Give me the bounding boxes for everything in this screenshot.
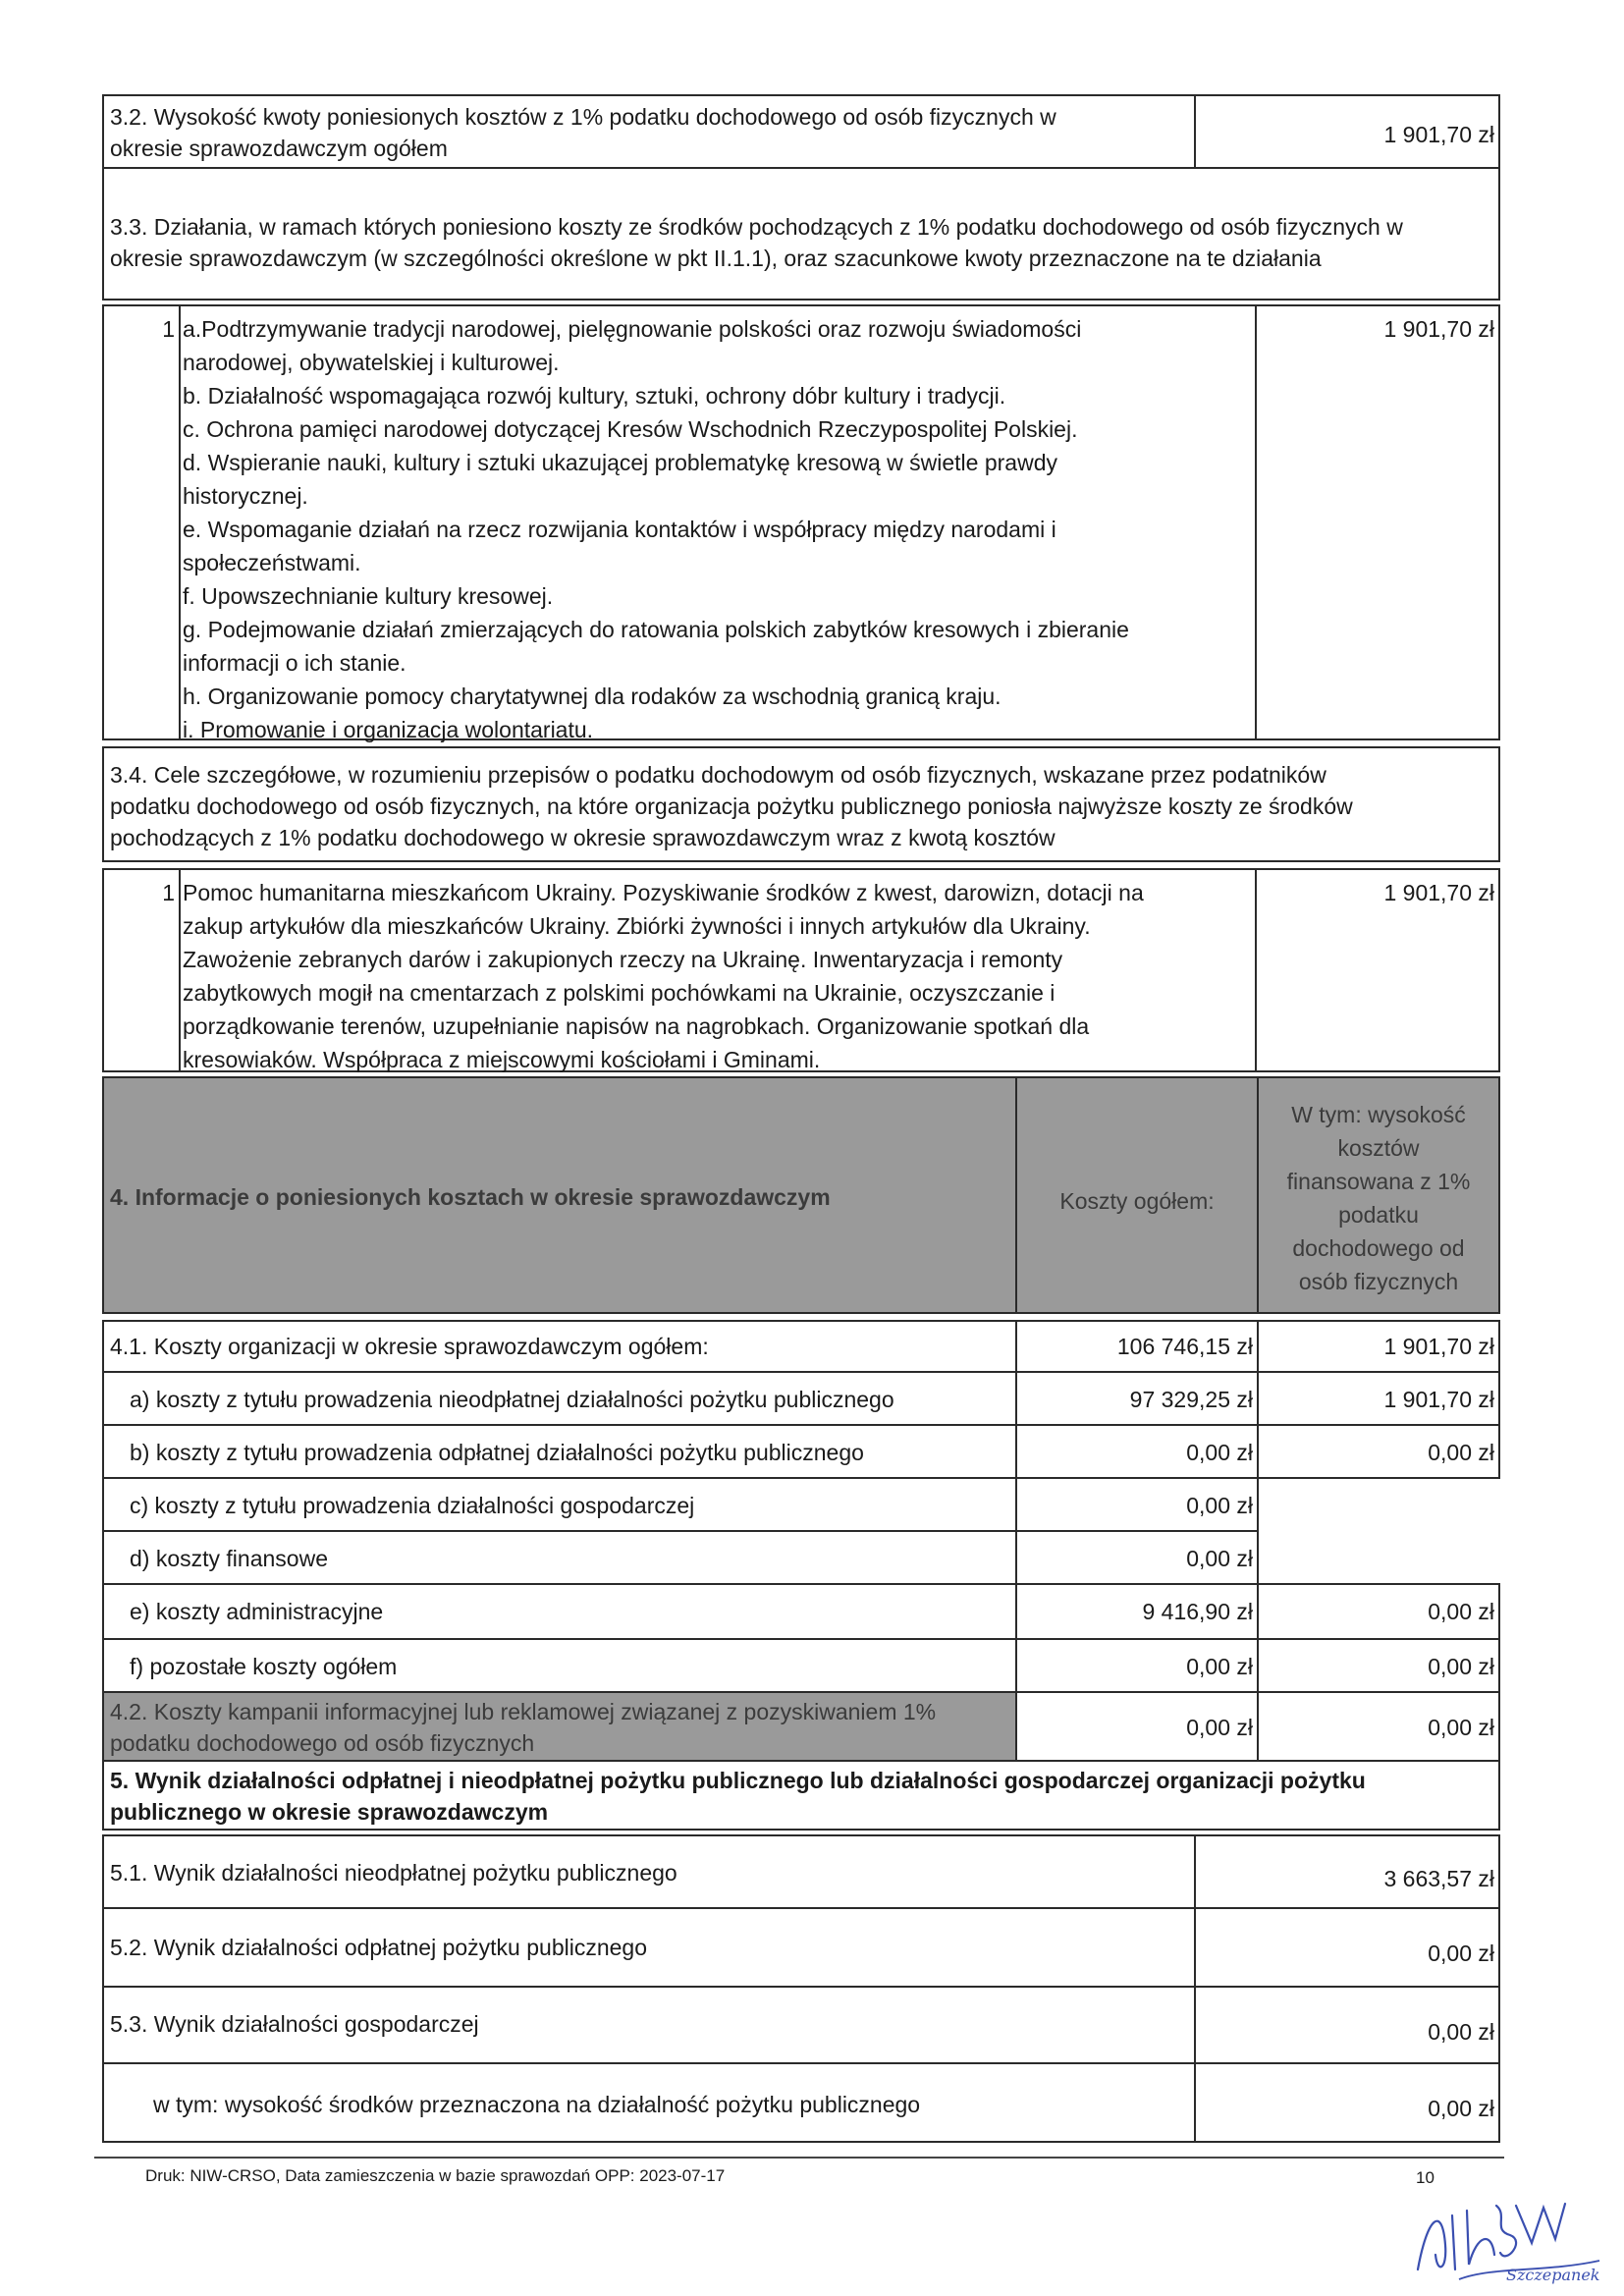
section-4-2-pct: 0,00 zł: [1428, 1715, 1494, 1740]
handwritten-signature: [1398, 2176, 1614, 2294]
cost-row-total: 0,00 zł: [1186, 1493, 1253, 1518]
activity-line: b. Działalność wspomagająca rozwój kultury, sztuki, ochrony dóbr kultury i tradycji.: [183, 383, 1006, 409]
cost-row-total: 9 416,90 zł: [1142, 1599, 1253, 1624]
col-1pct-line: finansowana z 1%: [1286, 1169, 1471, 1194]
col-1pct-line: osób fizycznych: [1298, 1269, 1459, 1294]
section-3-2-label-line2: okresie sprawozdawczym ogółem: [110, 136, 448, 161]
section-4-2-label-line2: podatku dochodowego od osób fizycznych: [110, 1730, 535, 1756]
activity-line: i. Promowanie i organizacja wolontariatu.: [183, 717, 594, 742]
activity-line: d. Wspieranie nauki, kultury i sztuki ukazującej problematykę kresową w świetle prawdy: [183, 450, 1057, 475]
cost-row-label: f) pozostałe koszty ogółem: [130, 1654, 398, 1679]
activity-line: a.Podtrzymywanie tradycji narodowej, pielęgnowanie polskości oraz rozwoju świadomości: [183, 316, 1082, 342]
result-row-value: 0,00 zł: [1428, 1941, 1494, 1966]
cost-row-total: 0,00 zł: [1186, 1654, 1253, 1679]
section-3-3-row-value-cell: [1255, 304, 1500, 740]
goal-line: Pomoc humanitarna mieszkańcom Ukrainy. Pozyskiwanie środków z kwest, darowizn, dotacji na: [183, 880, 1144, 905]
activity-line: informacji o ich stanie.: [183, 650, 406, 676]
result-row-label: 5.2. Wynik działalności odpłatnej pożytku publicznego: [110, 1935, 648, 1960]
cost-row-label: d) koszty finansowe: [130, 1546, 328, 1571]
activity-line: c. Ochrona pamięci narodowej dotyczącej Kresów Wschodnich Rzeczypospolitej Polskiej.: [183, 416, 1078, 442]
section-4-2-label-line1: 4.2. Koszty kampanii informacyjnej lub reklamowej związanej z pozyskiwaniem 1%: [110, 1699, 937, 1724]
cost-row-label: a) koszty z tytułu prowadzenia nieodpłatnej działalności pożytku publicznego: [130, 1387, 894, 1412]
cost-row-label: 4.1. Koszty organizacji w okresie sprawozdawczym ogółem:: [110, 1334, 709, 1359]
cost-row-pct: 0,00 zł: [1428, 1599, 1494, 1624]
activity-line: f. Upowszechnianie kultury kresowej.: [183, 583, 554, 609]
goal-line: kresowiaków. Współpraca z miejscowymi kościołami i Gminami.: [183, 1047, 821, 1072]
cost-row-total: 106 746,15 zł: [1116, 1334, 1253, 1359]
footer-text: Druk: NIW-CRSO, Data zamieszczenia w bazie sprawozdań OPP: 2023-07-17: [145, 2166, 726, 2185]
result-row-label: w tym: wysokość środków przeznaczona na działalność pożytku publicznego: [153, 2092, 921, 2117]
cost-row-pct: 1 901,70 zł: [1383, 1334, 1494, 1359]
goal-line: porządkowanie terenów, uzupełnianie napisów na nagrobkach. Organizowanie spotkań dla: [183, 1013, 1090, 1039]
signature-text: Szczepanek: [1506, 2266, 1600, 2284]
activity-line: g. Podejmowanie działań zmierzających do ratowania polskich zabytków kresowych i zbieranie: [183, 617, 1129, 642]
cost-row-label: c) koszty z tytułu prowadzenia działalności gospodarczej: [130, 1493, 695, 1518]
section-3-3-row-value: 1 901,70 zł: [1383, 316, 1494, 342]
section-5-title-line1: 5. Wynik działalności odpłatnej i nieodpłatnej pożytku publicznego lub działalności gospodarczej organizacji pożytku: [110, 1768, 1366, 1793]
section-3-4-goal-text: [183, 876, 1251, 1076]
goal-line: Zawożenie zebranych darów i zakupionych rzeczy na Ukrainę. Inwentaryzacja i remonty: [183, 947, 1063, 972]
section-4-2-total: 0,00 zł: [1186, 1715, 1253, 1740]
section-3-3-activity-list: [183, 312, 1251, 746]
section-3-4-label-line3: pochodzących z 1% podatku dochodowego w okresie sprawozdawczym wraz z kwotą kosztów: [110, 825, 1056, 850]
result-row-label: 5.3. Wynik działalności gospodarczej: [110, 2011, 479, 2037]
section-3-3-row-number: 1: [162, 316, 175, 342]
result-row-value: 3 663,57 zł: [1383, 1866, 1494, 1891]
section-3-4-row-value: 1 901,70 zł: [1383, 880, 1494, 905]
goal-line: zakup artykułów dla mieszkańców Ukrainy. Zbiórki żywności i innych artykułów dla Ukrainy.: [183, 913, 1091, 939]
section-3-4-label-line1: 3.4. Cele szczegółowe, w rozumieniu przepisów o podatku dochodowym od osób fizycznych, wskazane przez podatników: [110, 762, 1326, 788]
col-1pct-line: W tym: wysokość: [1291, 1102, 1466, 1127]
result-row-value: 0,00 zł: [1428, 2019, 1494, 2045]
page-number: 10: [1416, 2168, 1435, 2187]
col-1pct-line: podatku: [1338, 1202, 1419, 1228]
section-3-4-label-line2: podatku dochodowego od osób fizycznych, na które organizacja pożytku publicznego poniosła najwyższe koszty ze środków: [110, 793, 1353, 819]
section-3-3-label-line1: 3.3. Działania, w ramach których poniesiono koszty ze środków pochodzących z 1% podatku dochodowego od osób fizycznych w: [110, 214, 1403, 240]
col-1pct-line: dochodowego od: [1292, 1235, 1465, 1261]
section-4-col-1pct-header: [1257, 1098, 1500, 1298]
cost-row-total: 0,00 zł: [1186, 1440, 1253, 1465]
section-4-title: 4. Informacje o poniesionych kosztach w okresie sprawozdawczym: [110, 1184, 831, 1210]
result-row-label: 5.1. Wynik działalności nieodpłatnej pożytku publicznego: [110, 1860, 677, 1886]
cost-row-pct: 1 901,70 zł: [1383, 1387, 1494, 1412]
activity-line: e. Wspomaganie działań na rzecz rozwijania kontaktów i współpracy między narodami i: [183, 517, 1056, 542]
col-1pct-line: kosztów: [1337, 1135, 1420, 1161]
goal-line: zabytkowych mogił na cmentarzach z polskimi pochówkami na Ukrainie, oczyszczanie i: [183, 980, 1056, 1006]
activity-line: społeczeństwami.: [183, 550, 361, 575]
activity-line: narodowej, obywatelskiej i kulturowej.: [183, 350, 560, 375]
cost-row-label: b) koszty z tytułu prowadzenia odpłatnej działalności pożytku publicznego: [130, 1440, 864, 1465]
footer-rule: [94, 2157, 1504, 2159]
activity-line: historycznej.: [183, 483, 308, 509]
section-5-title-line2: publicznego w okresie sprawozdawczym: [110, 1799, 549, 1825]
section-4-col-total-header: Koszty ogółem:: [1059, 1188, 1215, 1214]
section-3-4-row-number: 1: [162, 880, 175, 905]
section-3-2-label-line1: 3.2. Wysokość kwoty poniesionych kosztów z 1% podatku dochodowego od osób fizycznych w: [110, 104, 1056, 130]
cost-row-pct: 0,00 zł: [1428, 1440, 1494, 1465]
section-3-3-label-line2: okresie sprawozdawczym (w szczególności określone w pkt II.1.1), oraz szacunkowe kwoty przeznaczone na te działania: [110, 246, 1322, 271]
cost-row-total: 0,00 zł: [1186, 1546, 1253, 1571]
section-3-2-value: 1 901,70 zł: [1383, 122, 1494, 147]
cost-row-total: 97 329,25 zł: [1129, 1387, 1253, 1412]
result-row-value: 0,00 zł: [1428, 2096, 1494, 2121]
section-3-3-row-num-cell: [102, 304, 181, 740]
activity-line: h. Organizowanie pomocy charytatywnej dla rodaków za wschodnią granicą kraju.: [183, 683, 1001, 709]
cost-row-pct: 0,00 zł: [1428, 1654, 1494, 1679]
cost-row-label: e) koszty administracyjne: [130, 1599, 384, 1624]
